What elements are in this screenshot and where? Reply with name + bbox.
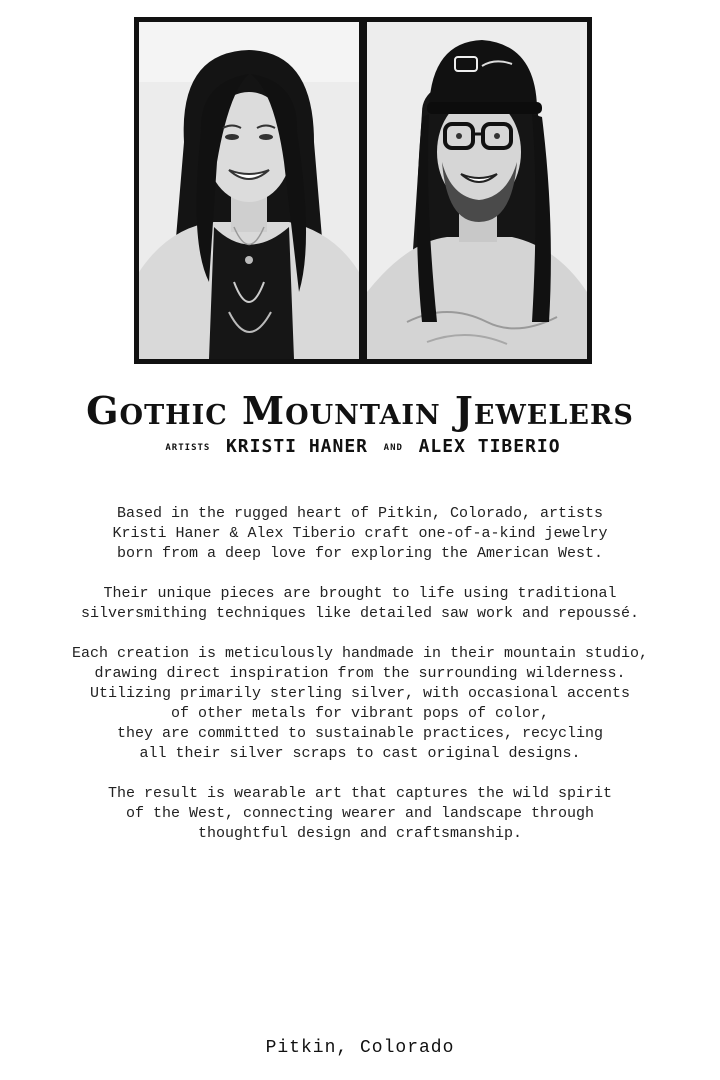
bio-paragraph-1 [0,504,720,564]
and-label: AND [383,443,403,453]
bio-line: thoughtful design and craftsmanship. [197,825,523,842]
bio-line: Utilizing primarily sterling silver, with occasional accents [89,685,631,702]
artists-label: ARTISTS [165,443,211,453]
artists-line [0,436,720,457]
bio-line: Based in the rugged heart of Pitkin, Colorado, artists [116,505,604,522]
bio-text [0,504,720,864]
portrait-kristi-haner [139,22,359,359]
bio-line: Their unique pieces are brought to life using traditional [103,585,617,602]
portrait-alex-tiberio-image [367,22,587,359]
bio-line: Kristi Haner & Alex Tiberio craft one-of-a-kind jewelry [112,525,608,542]
bio-line: they are committed to sustainable practices, recycling [116,725,604,742]
artist-name-alex: ALEX TIBERIO [418,436,561,457]
bio-line: drawing direct inspiration from the surrounding wilderness. [94,665,626,682]
bio-line: Each creation is meticulously handmade in their mountain studio, [71,645,649,662]
bio-line: The result is wearable art that captures the wild spirit [107,785,613,802]
bio-line: of other metals for vibrant pops of color, [170,705,550,722]
portrait-alex-tiberio [367,22,587,359]
bio-line: born from a deep love for exploring the American West. [116,545,604,562]
bio-line: all their silver scraps to cast original designs. [139,745,581,762]
bio-line: silversmithing techniques like detailed saw work and repoussé. [80,605,640,622]
artist-name-kristi: KRISTI HANER [225,436,369,457]
bio-paragraph-2 [0,584,720,624]
bio-paragraph-3 [0,644,720,764]
bio-paragraph-4 [0,784,720,844]
bio-line: of the West, connecting wearer and landscape through [125,805,595,822]
page-title: Gothic Mountain Jewelers [86,388,634,433]
portrait-kristi-haner-image [139,22,359,359]
footer-location: Pitkin, Colorado [265,1038,455,1058]
portrait-frame [134,17,592,364]
